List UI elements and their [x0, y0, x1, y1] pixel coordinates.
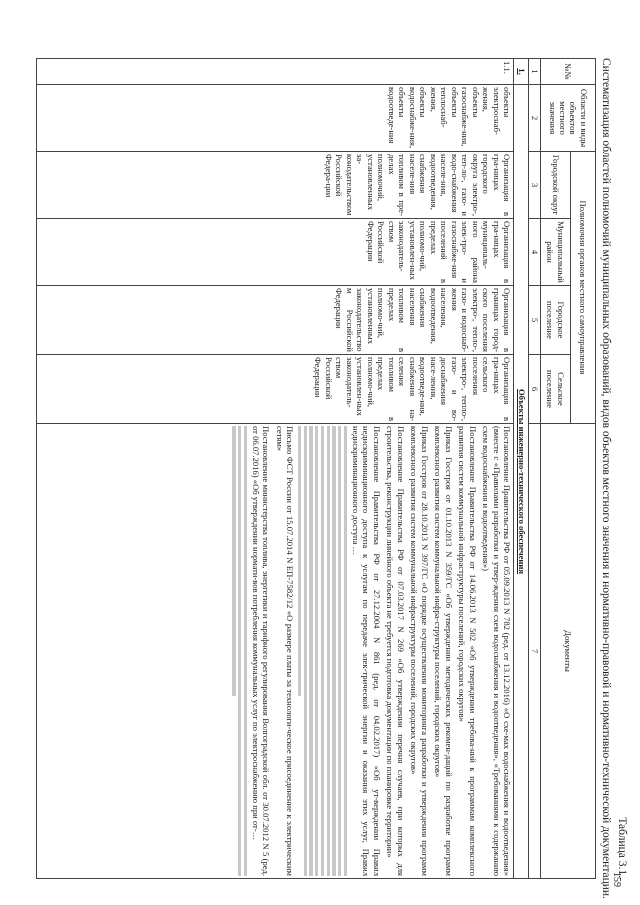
object-type: объекты электроснаб-жения, [481, 87, 512, 135]
column-number: 1 [529, 59, 541, 85]
town-powers-cell: Организация в границах город-ского поселения электро-, тепло-, газо- и водоснаб-жения населения, водоотведения, снабжения населения топливом в пределах полномо-чий, установленных законодательством Российской Федерации [37, 286, 514, 355]
column-number: 5 [529, 286, 541, 355]
object-types-cell [37, 85, 514, 152]
illegible-text-lines [233, 426, 248, 876]
city-powers-cell: Организация в гра-ницах городского округа электро-, теп-ло-, газо- и водо-снабжения населе-ния, водоотведения, снабжения населе-ния топливом в пре-делах полномочий, установленных за-конодательством Российской Федера-ции [37, 152, 514, 219]
table-caption: Таблица 3.1. [616, 817, 628, 878]
section-title: Объекты инженерно-технического обеспечения [514, 85, 529, 879]
document-entry: Постановление Правительства РФ от 05.09.2013 N 782 (ред. от 13.12.2016) «О схе-мах водоснабжения и водоотведения» (вместе с «Правилами разработки и утвер-ждения схем водоснабжения и водоотведения», «Требованиями к содержанию схем водоснабжения и водоотведения») [481, 426, 512, 876]
header-city: Городской округ [541, 152, 571, 219]
object-type: объекты газоснабже-ния, [460, 87, 481, 147]
header-object: Области и виды объектов местного значения [541, 85, 596, 152]
document-entry: Постановление Правительства РФ от 14.06.2013 N 502 «Об утверждении требова-ний к программам комплексного развития систем коммунальной инфраструктуры поселений, городских округов» [457, 426, 478, 876]
document-entry: Постановление Правительства РФ от 27.12.2004 N 861 (ред. от 04.02.2017) «Об ут-верждении Правил недискриминационного доступа к услугам по передаче элек-трической энергии и оказания этих услуг, Правил недискриминационного доступа … [350, 426, 382, 876]
document-entry: Письмо ФСТ России от 15.07.2014 N ЕП-7582/12 «О размере платы за технологи-ческое присоединение к электрическим сетям» [274, 426, 296, 876]
header-powers: Полномочия органов местного самоуправления [571, 152, 596, 424]
header-village: Сельское поселение [541, 355, 571, 424]
powers-table [36, 58, 596, 879]
header-num: №№ [541, 59, 596, 85]
district-powers-cell: Организация в гра-ницах муниципаль-ного района элек-тро- и газоснабже-ния поселений в пределах полномо-чий, установлен-ных законодатель-ством Российской Федерации [37, 219, 514, 286]
header-district: Муниципальный район [541, 219, 571, 286]
header-town: Городское поселение [541, 286, 571, 355]
object-type: объекты водоотведе-ния [386, 87, 408, 144]
document-entry: Постановление Правительства РФ от 07.03.2017 N 269 «Об утверждении перечня случаев, при которых для строительства, реконструкции линейного объекта не требуется подготовка документации по планировке территории» [385, 426, 406, 876]
column-number: 3 [529, 152, 541, 219]
village-powers-cell: Организация в гра-ницах сельского поселения электро-, тепло-, газо- и во-доснабжения насе-ления, водоотведе-ния, снабжения на-селения топливом в пределах полномо-чий, установлен-ных законодатель-ством Российской Федерации [37, 355, 514, 424]
illegible-text-lines [298, 426, 347, 876]
document-title: Систематизация областей полномочий муниципальных образований, видов объектов местного значения и нормативно-правовой и нормативно-технической документации. [600, 58, 612, 899]
object-type: объекты водоснабже-ния, [407, 87, 429, 149]
page-number: 159 [611, 872, 622, 887]
section-number: 1. [514, 59, 529, 85]
row-number: 1.1. [37, 59, 514, 85]
documents-cell [37, 424, 514, 879]
column-number: 6 [529, 355, 541, 424]
column-number: 7 [529, 424, 541, 879]
document-entry: Постановление министерства топлива, энергетики и тарифного регулирования Волгоградской обл. от 30.07.2012 N 5 (ред. от 06.07.2016) «Об утверждении нормати-вов потребления коммунальных услуг по электроснабжению при от-… [250, 426, 272, 876]
object-type: объекты теплоснаб-жения, [428, 87, 460, 128]
column-number: 4 [529, 219, 541, 286]
document-entry: Приказ Госстроя от 28.10.2013 N 397/ГС «О порядке осуществления мониторинга разработки и утверждения программ комплексного развития систем коммунальной инфраструктуры поселений, городских округов» [409, 426, 430, 876]
document-entry: Приказ Госстроя от 01.10.2013 N 359/ГС «Об утверждении методических рекомен-даций по разработке программ комплексного развития систем коммунальной инфра-структуры поселений, городских округов» [433, 426, 454, 876]
column-number: 2 [529, 85, 541, 152]
header-documents: Документы [541, 424, 596, 879]
